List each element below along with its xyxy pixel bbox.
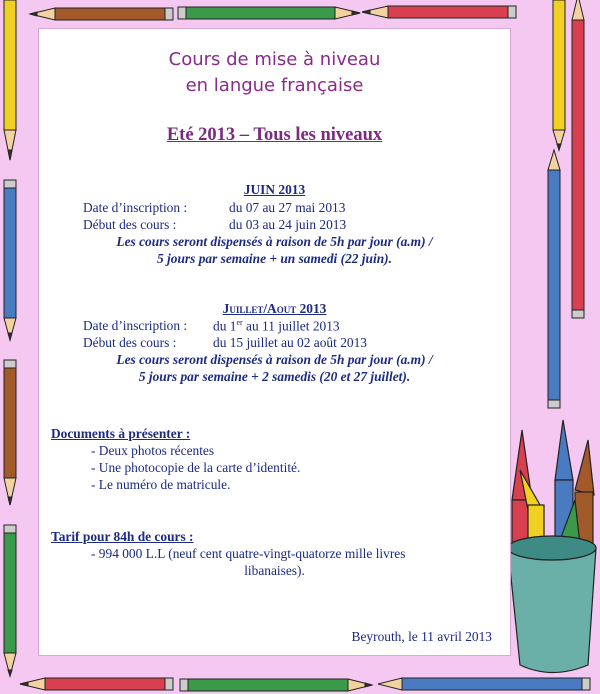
pencil-icon: [553, 0, 565, 150]
pencil-icon: [378, 678, 590, 690]
pencil-icon: [20, 678, 173, 690]
pencil-icon: [180, 679, 372, 691]
documents-item: - Une photocopie de la carte d’identité.: [91, 460, 301, 475]
section-heading-juillet: Juillet/Aout 2013: [222, 301, 327, 316]
section-heading-juin: JUIN 2013: [243, 182, 306, 197]
juin-note-line2: 5 jours par semaine + un samedi (22 juin).: [157, 251, 392, 266]
page-title-line2: en langue française: [185, 75, 364, 96]
juin-debut-value: du 03 au 24 juin 2013: [229, 217, 347, 232]
pencil-icon: [4, 360, 16, 505]
pencil-icon: [4, 525, 16, 676]
juin-inscription-value: du 07 au 27 mai 2013: [229, 200, 346, 215]
juillet-debut-label: Début des cours :: [83, 335, 177, 350]
juin-debut-label: Début des cours :: [83, 217, 177, 232]
pencil-icon: [362, 6, 516, 18]
documents-item: - Deux photos récentes: [91, 443, 215, 458]
page-subtitle: Eté 2013 – Tous les niveaux: [166, 125, 383, 145]
juillet-debut-value: du 15 juillet au 02 août 2013: [213, 335, 367, 350]
footer-date: Beyrouth, le 11 avril 2013: [351, 629, 492, 644]
juin-note-line1: Les cours seront dispensés à raison de 5h par jour (a.m) /: [116, 234, 433, 249]
pencil-icon: [4, 0, 16, 160]
juillet-note-line2: 5 jours par semaine + 2 samedis (20 et 27 juillet).: [138, 369, 411, 384]
juillet-inscription-value: du 1er au 11 juillet 2013: [213, 318, 340, 334]
tarif-heading: Tarif pour 84h de cours :: [51, 529, 194, 544]
pencil-icon: [4, 180, 16, 340]
tarif-line1: - 994 000 L.L (neuf cent quatre-vingt-quatorze mille livres: [91, 546, 406, 561]
juillet-note-line1: Les cours seront dispensés à raison de 5h par jour (a.m) /: [116, 352, 433, 367]
juillet-inscription-label: Date d’inscription :: [83, 318, 188, 333]
juin-inscription-label: Date d’inscription :: [83, 200, 188, 215]
page-title-line1: Cours de mise à niveau: [168, 49, 381, 70]
tarif-line2: libanaises).: [244, 563, 305, 578]
pencil-icon: [178, 7, 360, 19]
flyer-sheet: [38, 28, 511, 656]
pencil-icon: [30, 8, 173, 20]
pencil-icon: [572, 0, 584, 318]
documents-item: - Le numéro de matricule.: [91, 477, 231, 492]
documents-heading: Documents à présenter :: [51, 426, 191, 441]
pencil-cup-icon: [508, 420, 596, 673]
pencil-icon: [548, 150, 560, 408]
